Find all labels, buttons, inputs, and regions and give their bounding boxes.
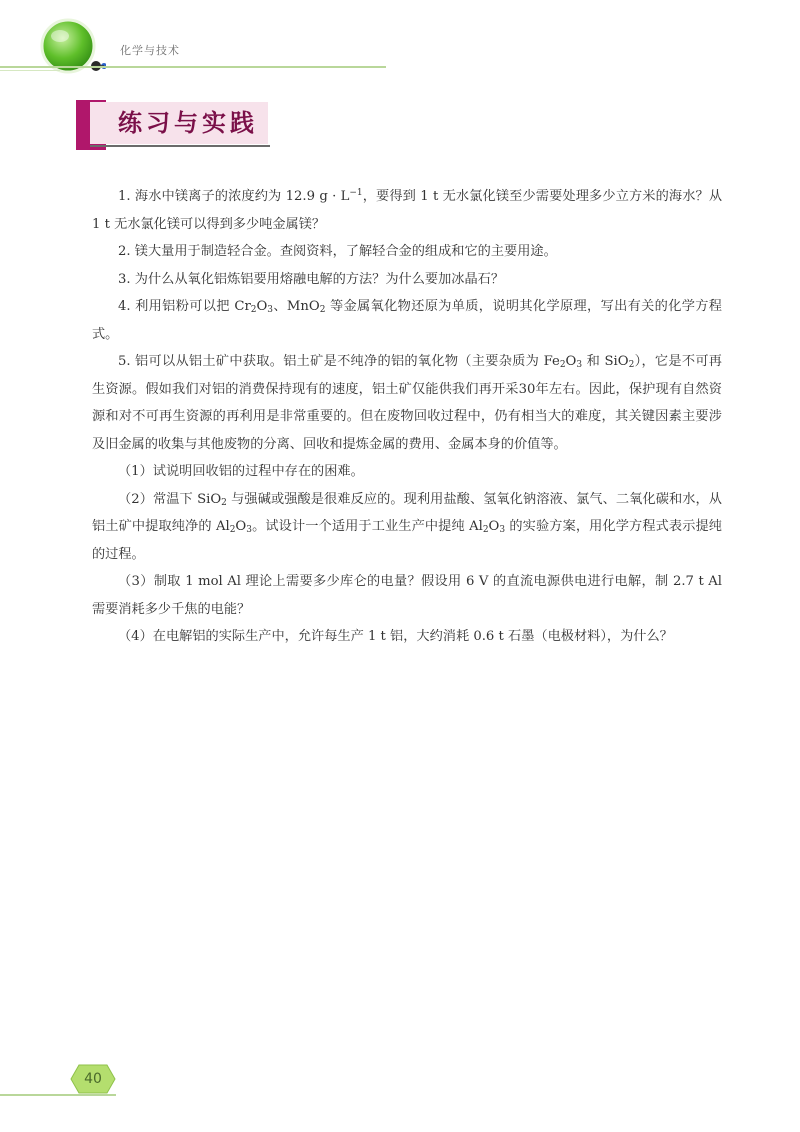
header-divider-accent (0, 70, 60, 71)
exercise-content (92, 183, 722, 651)
question-2: 2. 镁大量用于制造轻合金。查阅资料，了解轻合金的组成和它的主要用途。 (118, 244, 557, 259)
question-5-part-3: （3）制取 1 mol Al 理论上需要多少库仑的电量？假设用 6 V 的直流电源供电进行电解，制 2.7 t Al 需要消耗多少千焦的电能？ (92, 574, 722, 617)
question-5: 5. 铝可以从铝土矿中获取。铝土矿是不纯净的铝的氧化物（主要杂质为 $Fe_2O_3$ 和 SiO$_2$），它是不可再生资源。假如我们对铝的消费保持现有的速度，铝土矿仅能供我们再开采30年左右。因此，保护现有自然资源和对不可再生资源的再利用是非常重要的。但在废物回收过程中，仍有相当大的难度，其关键因素主要涉及旧金属的收集与其他废物的分离、回收和提炼金属的费用、金属本身的价值等。 (92, 354, 722, 452)
question-5-part-4: （4）在电解铝的实际生产中，允许每生产 1 t 铝，大约消耗 0.6 t 石墨（电极材料），为什么？ (118, 629, 673, 644)
question-5-part-1: （1）试说明回收铝的过程中存在的困难。 (118, 464, 364, 479)
book-title: 化学与技术 (120, 44, 180, 57)
question-3: 3. 为什么从氧化铝炼铝要用熔融电解的方法？为什么要加冰晶石？ (118, 271, 505, 287)
section-title: 练习与实践 (118, 108, 258, 137)
question-4: 4. 利用铝粉可以把 $Cr_2O_3$、MnO$_2$ 等金属氧化物还原为单质，说明其化学原理，写出有关的化学方程式。 (92, 299, 722, 342)
header-divider (0, 66, 386, 68)
section-heading-underline (90, 145, 270, 147)
page-number: 40 (84, 1071, 102, 1087)
chapter-logo-icon (38, 18, 106, 86)
footer-divider (0, 1094, 116, 1096)
question-5-part-2: （2）常温下 SiO$_2$ 与强碱或强酸是很难反应的。现利用盐酸、氢氧化钠溶液、氯气、二氧化碳和水，从铝土矿中提取纯净的 $Al_2O_3$。试设计一个适用于工业生产中提纯 $Al_2O_3$ 的实验方案，用化学方程式表示提纯的过程。 (92, 491, 722, 562)
question-1: 1. 海水中镁离子的浓度约为 12.9 $g \cdot L^{-1}$，要得到 1 t 无水氯化镁至少需要处理多少立方米的海水？从 1 t 无水氯化镁可以得到多少吨金属镁？ (92, 188, 723, 232)
